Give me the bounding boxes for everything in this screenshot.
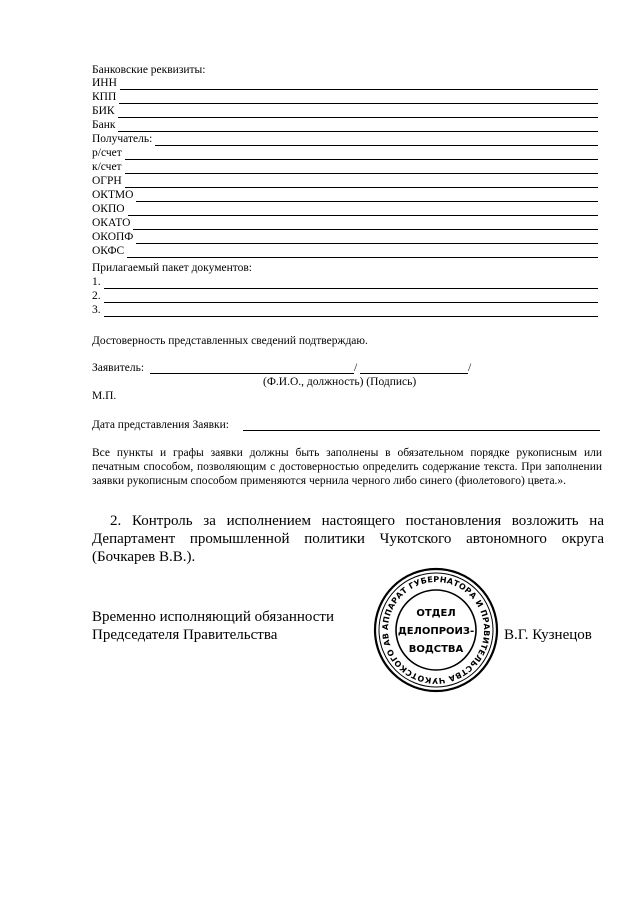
fill-line[interactable] — [125, 149, 598, 160]
fill-line[interactable] — [118, 121, 598, 132]
fill-line[interactable] — [127, 247, 598, 258]
field-label: КПП — [92, 91, 117, 103]
date-label: Дата представления Заявки: — [92, 419, 229, 431]
field-bank — [92, 118, 598, 132]
fill-line[interactable] — [133, 219, 598, 230]
slash-separator: / — [468, 362, 472, 374]
signatory-name: В.Г. Кузнецов — [504, 627, 592, 643]
date-line[interactable] — [243, 430, 600, 431]
field-okato — [92, 216, 598, 230]
field-okfs — [92, 244, 598, 258]
fill-line[interactable] — [125, 163, 598, 174]
applicant-signature-line[interactable] — [360, 373, 468, 374]
field-kpp — [92, 90, 598, 104]
item-number: 3. — [92, 304, 101, 316]
stamp-center-line1: ОТДЕЛ — [416, 608, 456, 619]
fill-line[interactable] — [125, 177, 598, 188]
official-stamp — [372, 566, 500, 694]
field-bik — [92, 104, 598, 118]
bank-details-heading: Банковские реквизиты: — [92, 64, 206, 76]
field-inn — [92, 76, 598, 90]
field-okpo — [92, 202, 598, 216]
field-label: Банк — [92, 119, 116, 131]
fill-line[interactable] — [119, 93, 598, 104]
field-label: ОКПО — [92, 203, 125, 215]
field-oktmo — [92, 188, 598, 202]
signatory-title-line1: Временно исполняющий обязанности — [92, 609, 335, 625]
field-label: ОКАТО — [92, 217, 131, 229]
field-label: ОКТМО — [92, 189, 134, 201]
field-label: ОКОПФ — [92, 231, 134, 243]
fill-line[interactable] — [155, 135, 598, 146]
item-number: 1. — [92, 276, 101, 288]
stamp-place-label: М.П. — [92, 390, 117, 402]
paragraph-2: 2. Контроль за исполнением настоящего постановления возложить на Департамент промышленной политики Чукотского автономного округа (Бочкарев В.В.). — [92, 513, 604, 565]
stamp-center-line2: ДЕЛОПРОИЗ- — [397, 626, 475, 637]
fill-line[interactable] — [136, 191, 598, 202]
field-label: Получатель: — [92, 133, 153, 145]
stamp-center-line3: ВОДСТВА — [408, 644, 464, 655]
applicant-caption: (Ф.И.О., должность) (Подпись) — [263, 376, 417, 388]
fill-instructions: Все пункты и графы заявки должны быть заполнены в обязательном порядке рукописным или печатным способом, позволяющим с достоверностью определить содержание текста. При заполнении заявки рукописным способом применяются чернила черного либо синего (фиолетового) цвета.». — [92, 447, 602, 487]
field-label: ОГРН — [92, 175, 122, 187]
field-label: БИК — [92, 105, 115, 117]
field-ogrn — [92, 174, 598, 188]
fill-line[interactable] — [104, 278, 598, 289]
field-corr-account — [92, 160, 598, 174]
field-label: ИНН — [92, 77, 117, 89]
field-recipient — [92, 132, 598, 146]
fill-line[interactable] — [118, 107, 598, 118]
attachment-item-1 — [92, 275, 598, 289]
attachments-heading: Прилагаемый пакет документов: — [92, 262, 252, 274]
fill-line[interactable] — [104, 306, 598, 317]
field-account — [92, 146, 598, 160]
stamp-seal-icon — [372, 566, 500, 694]
slash-separator: / — [354, 362, 358, 374]
confirmation-text: Достоверность представленных сведений подтверждаю. — [92, 335, 368, 347]
signatory-title-line2: Председателя Правительства — [92, 627, 278, 643]
attachment-item-3 — [92, 303, 598, 317]
fill-line[interactable] — [128, 205, 598, 216]
applicant-label: Заявитель: — [92, 362, 145, 374]
fill-line[interactable] — [120, 79, 598, 90]
field-label: к/счет — [92, 161, 122, 173]
applicant-name-line[interactable] — [150, 373, 354, 374]
fill-line[interactable] — [104, 292, 598, 303]
fill-line[interactable] — [136, 233, 598, 244]
attachment-item-2 — [92, 289, 598, 303]
stamp-ring-text: АППАРАТ ГУБЕРНАТОРА И ПРАВИТЕЛЬСТВА ЧУКОТСКОГО АВ — [380, 574, 492, 686]
field-label: р/счет — [92, 147, 122, 159]
field-okopf — [92, 230, 598, 244]
field-label: ОКФС — [92, 245, 125, 257]
item-number: 2. — [92, 290, 101, 302]
